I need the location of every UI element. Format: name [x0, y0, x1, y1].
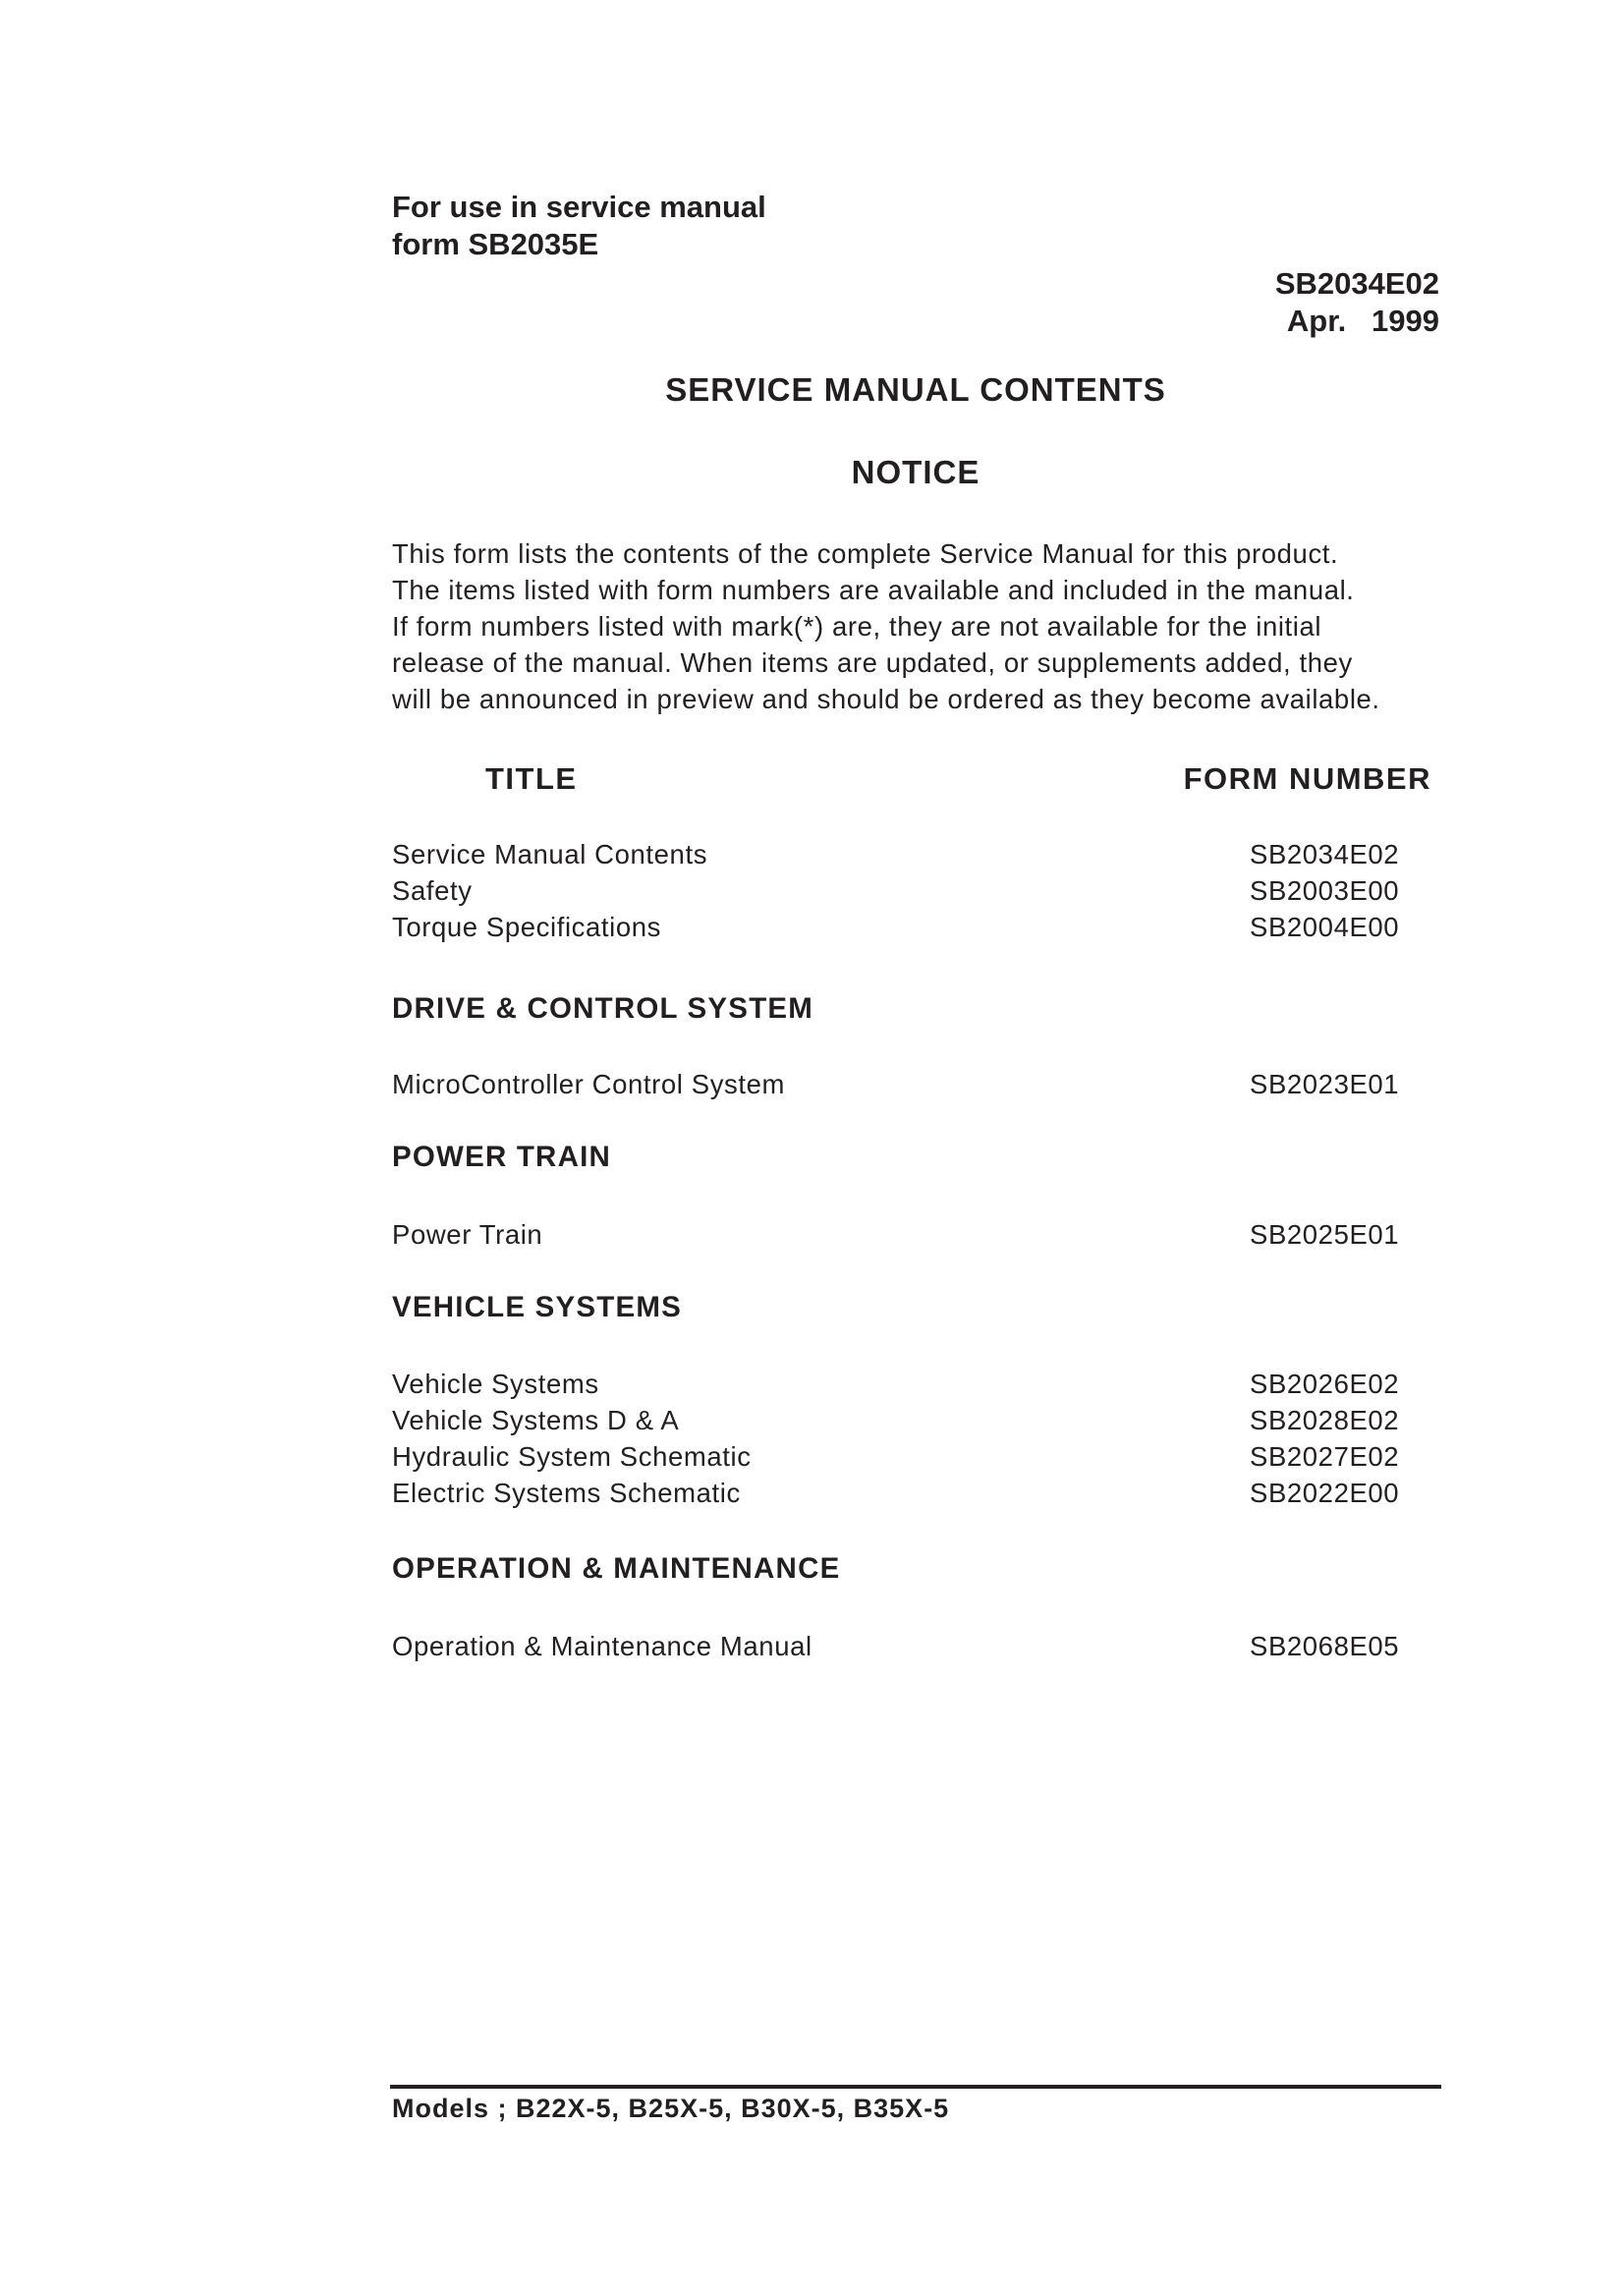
contents-row [392, 1438, 1404, 1475]
use-note-line-1: For use in service manual [392, 190, 766, 224]
use-note-line-2: form SB2035E [392, 227, 599, 261]
notice-line: The items listed with form numbers are available and included in the manual. [392, 575, 1355, 605]
contents-row [392, 836, 1404, 872]
item-title: Power Train [392, 1219, 543, 1250]
contents-row [392, 872, 1404, 909]
item-title: MicroController Control System [392, 1069, 786, 1099]
contents-row [392, 1475, 1404, 1511]
notice-heading: NOTICE [851, 454, 980, 490]
item-title: Operation & Maintenance Manual [392, 1631, 812, 1661]
item-form-number: SB2028E02 [1250, 1405, 1400, 1435]
contents-row [392, 1628, 1404, 1664]
item-form-number: SB2023E01 [1250, 1069, 1400, 1099]
contents-row [392, 1402, 1404, 1438]
form-number: SB2034E02 [1274, 266, 1439, 301]
section-heading-vehicle-systems: VEHICLE SYSTEMS [392, 1291, 683, 1323]
contents-row [392, 1366, 1404, 1402]
section-heading-operation-maintenance: OPERATION & MAINTENANCE [392, 1552, 841, 1585]
item-title: Vehicle Systems D & A [392, 1405, 680, 1435]
item-title: Vehicle Systems [392, 1369, 599, 1399]
item-form-number: SB2026E02 [1250, 1369, 1400, 1399]
form-identifier [1275, 265, 1439, 340]
footer-divider [390, 2085, 1441, 2089]
item-title: Service Manual Contents [392, 839, 708, 869]
item-form-number: SB2022E00 [1250, 1478, 1400, 1508]
issue-date: Apr. 1999 [1286, 304, 1439, 338]
item-title: Electric Systems Schematic [392, 1478, 741, 1508]
notice-line: This form lists the contents of the complete Service Manual for this product. [392, 538, 1339, 569]
item-title: Safety [392, 875, 473, 906]
item-form-number: SB2004E00 [1250, 912, 1400, 942]
contents-row [392, 1216, 1404, 1253]
item-form-number: SB2068E05 [1250, 1631, 1400, 1661]
models-footer: Models ; B22X-5, B25X-5, B30X-5, B35X-5 [392, 2094, 950, 2123]
item-title: Torque Specifications [392, 912, 661, 942]
use-note [392, 189, 766, 263]
notice-line: will be announced in preview and should be ordered as they become available. [392, 684, 1380, 714]
notice-line: release of the manual. When items are updated, or supplements added, they [392, 647, 1353, 678]
document-title: SERVICE MANUAL CONTENTS [665, 371, 1166, 408]
item-form-number: SB2025E01 [1250, 1219, 1400, 1250]
column-header-title: TITLE [485, 761, 578, 796]
column-header-form-number: FORM NUMBER [1183, 761, 1431, 796]
item-form-number: SB2003E00 [1250, 875, 1400, 906]
contents-row [392, 1066, 1404, 1102]
item-title: Hydraulic System Schematic [392, 1441, 752, 1472]
item-form-number: SB2034E02 [1250, 839, 1400, 869]
contents-row [392, 909, 1404, 945]
section-heading-drive-control: DRIVE & CONTROL SYSTEM [392, 992, 814, 1025]
notice-line: If form numbers listed with mark(*) are, they are not available for the initial [392, 611, 1322, 642]
item-form-number: SB2027E02 [1250, 1441, 1400, 1472]
section-heading-power-train: POWER TRAIN [392, 1141, 611, 1173]
notice-paragraph [392, 535, 1473, 717]
